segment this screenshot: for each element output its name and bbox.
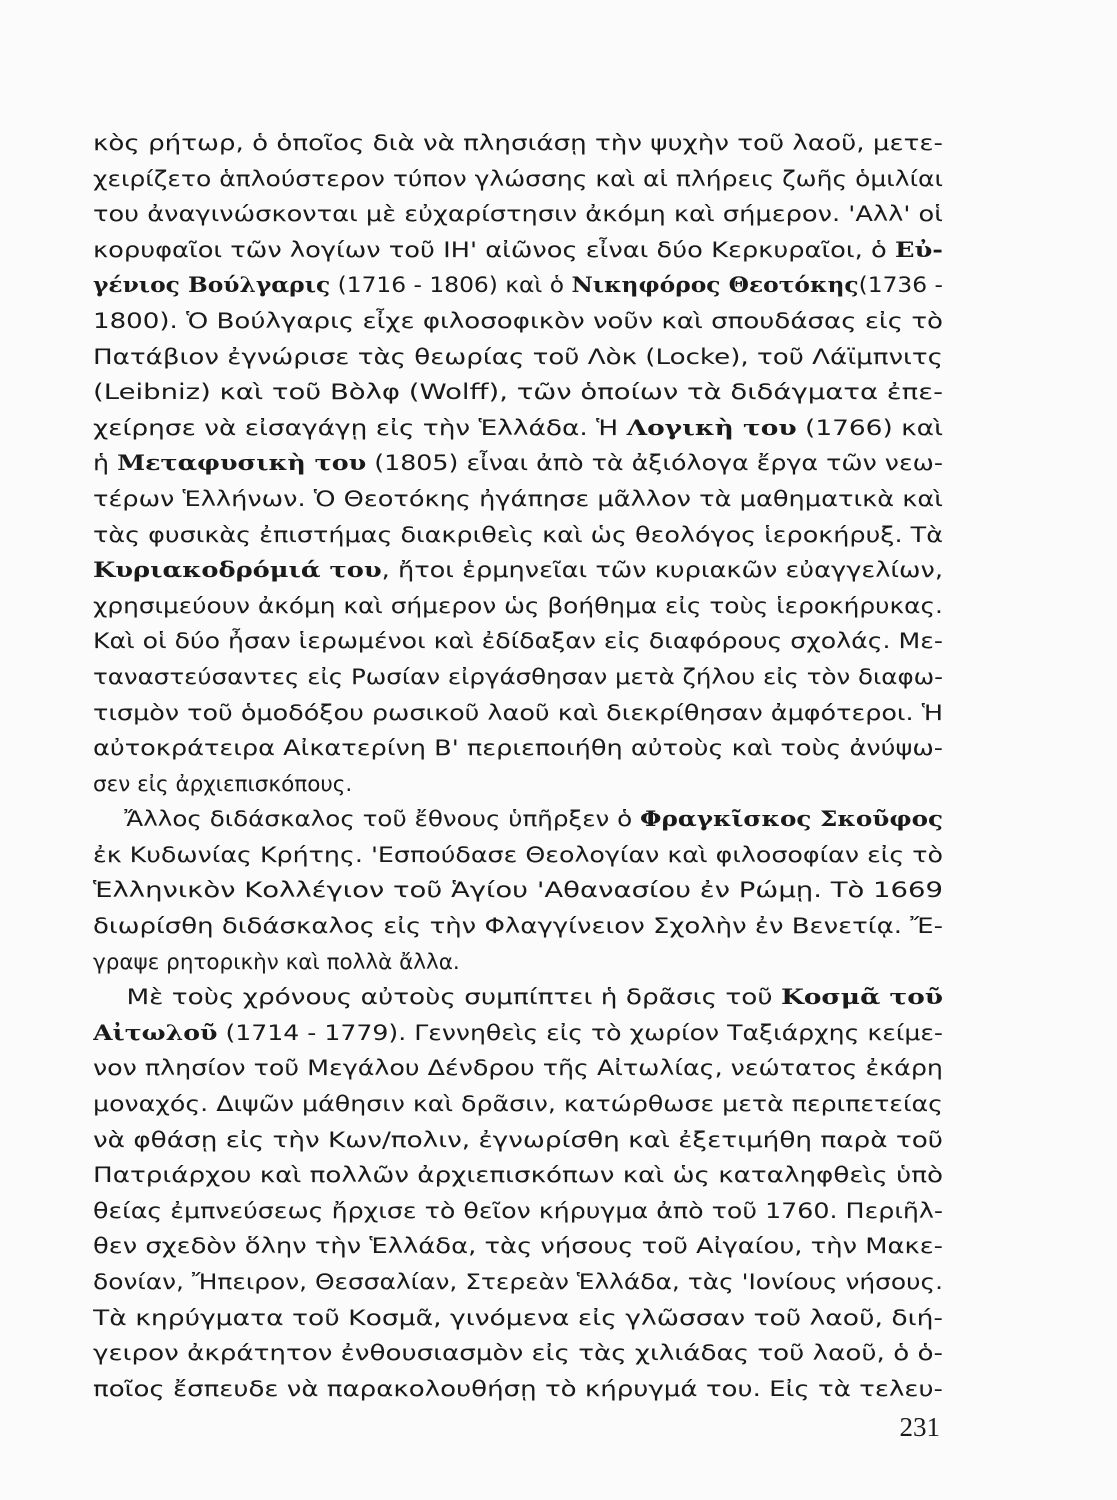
bold-term: Λογικὴ του [626, 415, 797, 441]
text-line [93, 518, 1117, 554]
text-line [93, 1123, 1117, 1159]
text-segment: (1736 - [858, 273, 943, 299]
bold-term: Αἰτωλοῦ [93, 1020, 218, 1046]
text-segment: , ἤτοι ἑρμηνεῖαι τῶν κυριακῶν εὐαγγελίων, [381, 558, 943, 584]
bold-term: γένιος Βούλγαρις [93, 273, 331, 299]
text-segment: τὰς φυσικὰς ἐπιστήμας διακριθεὶς καὶ ὡς θεολόγος ἱεροκήρυξ. Τὰ [93, 522, 944, 548]
text-segment: τισμὸν τοῦ ὁμοδόξου ρωσικοῦ λαοῦ καὶ διεκρίθησαν ἀμφότεροι. Ἡ [93, 700, 943, 726]
text-segment: νον πλησίον τοῦ Μεγάλου Δένδρου τῆς Αἰτωλίας, νεώτατος ἐκάρη [93, 1056, 944, 1082]
text-line [93, 767, 963, 803]
text-line [93, 162, 1105, 198]
text-segment: ποῖος ἔσπευδε νὰ παρακολουθήσῃ τὸ κήρυγμά του. Εἰς τὰ τελευ- [93, 1376, 943, 1402]
text-line [93, 696, 1117, 732]
bold-term: Φραγκῖσκος Σκοῦφος [640, 807, 943, 833]
text-segment: σεν εἰς ἀρχιεπισκόπους. [93, 771, 353, 797]
text-segment: αὐτοκράτειρα Αἰκατερίνη Β' περιεποιήθη αὐτοὺς καὶ τοὺς ἀνύψω- [93, 736, 944, 762]
text-line [93, 1265, 1100, 1301]
text-line [93, 980, 1117, 1016]
text-line [93, 1087, 1115, 1123]
text-segment: Μὲ τοὺς χρόνους αὐτοὺς συμπίπτει ἡ δρᾶσις τοῦ [93, 985, 781, 1011]
text-line [93, 197, 1117, 233]
text-segment: Καὶ οἱ δύο ἦσαν ἱερωμένοι καὶ ἐδίδαξαν εἰς διαφόρους σχολάς. Με- [93, 629, 943, 655]
text-line [93, 446, 1117, 482]
text-line [93, 624, 1113, 660]
bold-term: Μεταφυσικὴ του [117, 451, 367, 477]
bold-term: Κοσμᾶ τοῦ [780, 985, 944, 1011]
text-segment: κὸς ρήτωρ, ὁ ὁποῖος διὰ νὰ πλησιάσῃ τὴν ψυχὴν τοῦ λαοῦ, μετε- [93, 131, 943, 156]
text-segment: 1800). Ὁ Βούλγαρις εἶχε φιλοσοφικὸν νοῦν καὶ σπουδάσας εἰς τὸ [93, 308, 943, 334]
text-segment: του ἀναγινώσκονται μὲ εὐχαρίστησιν ἀκόμη καὶ σήμερον. 'Αλλ' οἱ [93, 202, 943, 228]
text-segment: δονίαν, Ἤπειρον, Θεσσαλίαν, Στερεὰν Ἑλλάδα, τὰς 'Ιονίους νήσους. [93, 1270, 944, 1295]
bold-term: Νικηφόρος Θεοτόκης [571, 273, 859, 299]
bold-term: Κυριακοδρόμιά του [93, 558, 382, 584]
text-line [93, 1051, 1117, 1087]
text-line [93, 268, 1037, 304]
text-segment: (1716 - 1806) καὶ ὁ [330, 273, 572, 299]
text-line [93, 126, 1117, 162]
text-line [93, 1016, 1111, 1052]
text-line [93, 838, 1117, 874]
text-segment: (1714 - 1779). Γεννηθεὶς εἰς τὸ χωρίον Ταξιάρχης κείμε- [217, 1020, 944, 1046]
text-line [93, 340, 1117, 376]
text-segment: γραψε ρητορικὴν καὶ πολλὰ ἄλλα. [93, 949, 460, 975]
text-line [93, 873, 1117, 909]
text-segment: ἐκ Κυδωνίας Κρήτης. 'Εσπούδασε Θεολογίαν καὶ φιλοσοφίαν εἰς τὸ [93, 842, 944, 868]
text-segment: Ἑλληνικὸν Κολλέγιον τοῦ Ἁγίου 'Αθανασίου ἐν Ρώμῃ. Τὸ 1669 [93, 878, 944, 904]
text-line [93, 375, 1117, 411]
bold-term: Εὐ- [894, 237, 943, 263]
text-segment: (1766) καὶ [796, 415, 943, 441]
text-segment: χειρίζετο ἁπλούστερον τύπον γλώσσης καὶ αἱ πλήρεις ζωῆς ὁμιλίαι [93, 166, 943, 192]
text-segment: θεν σχεδὸν ὅλην τὴν Ἑλλάδα, τὰς νήσους τοῦ Αἰγαίου, τὴν Μακε- [93, 1234, 943, 1260]
text-segment: Ἄλλος διδάσκαλος τοῦ ἔθνους ὑπῆρξεν ὁ [93, 807, 641, 833]
text-segment: χείρησε νὰ εἰσαγάγῃ εἰς τὴν Ἑλλάδα. Ἡ [93, 415, 627, 441]
text-segment: νὰ φθάσῃ εἰς τὴν Κων/πολιν, ἐγνωρίσθη καὶ ἐξετιμήθη παρὰ τοῦ [93, 1127, 943, 1153]
text-line [93, 1229, 1117, 1265]
text-line [93, 1158, 1117, 1194]
text-segment: ἡ [93, 451, 118, 477]
text-line [93, 802, 1089, 838]
text-line [93, 233, 1117, 269]
text-segment: Πατάβιον ἐγνώρισε τὰς θεωρίας τοῦ Λὸκ (Locke), τοῦ Λάϊμπνιτς [93, 344, 943, 370]
text-line [93, 1372, 1117, 1408]
text-segment: Πατριάρχου καὶ πολλῶν ἀρχιεπισκόπων καὶ ὡς καταληφθεὶς ὑπὸ [93, 1163, 944, 1189]
text-segment: κορυφαῖοι τῶν λογίων τοῦ ΙΗ' αἰῶνος εἶναι δύο Κερκυραῖοι, ὁ [93, 237, 895, 263]
text-segment: ταναστεύσαντες εἰς Ρωσίαν εἰργάσθησαν μετὰ ζήλου εἰς τὸν διαφω- [93, 664, 944, 690]
text-segment: θείας ἐμπνεύσεως ἤρχισε τὸ θεῖον κήρυγμα ἀπὸ τοῦ 1760. Περιῆλ- [93, 1198, 944, 1224]
text-line [93, 411, 1117, 447]
text-segment: χρησιμεύουν ἀκόμη καὶ σήμερον ὡς βοήθημα εἰς τοὺς ἱεροκήρυκας. [93, 593, 943, 619]
text-segment: γειρον ἀκράτητον ἐνθουσιασμὸν εἰς τὰς χιλιάδας τοῦ λαοῦ, ὁ ὁ- [93, 1341, 943, 1367]
text-line [93, 1301, 1117, 1337]
text-line [93, 589, 1097, 625]
text-line [93, 945, 963, 981]
text-segment: (1805) εἶναι ἀπὸ τὰ ἀξιόλογα ἔργα τῶν νεω- [366, 451, 943, 477]
text-line [93, 660, 1086, 696]
text-line [93, 304, 1117, 340]
text-line [93, 909, 1117, 945]
text-line [93, 482, 1117, 518]
text-line [93, 1336, 1117, 1372]
text-segment: διωρίσθη διδάσκαλος εἰς τὴν Φλαγγίνειον Σχολὴν ἐν Βενετίᾳ. Ἔ- [93, 914, 943, 940]
text-line [93, 731, 1117, 767]
text-segment: (Leibniz) καὶ τοῦ Βὸλφ (Wolff), τῶν ὁποίων τὰ διδάγματα ἐπε- [93, 380, 944, 406]
text-segment: Τὰ κηρύγματα τοῦ Κοσμᾶ, γινόμενα εἰς γλῶσσαν τοῦ λαοῦ, διή- [93, 1305, 944, 1331]
page-number: 231 [899, 1412, 940, 1442]
text-segment: μοναχός. Διψῶν μάθησιν καὶ δρᾶσιν, κατώρθωσε μετὰ περιπετείας [93, 1092, 943, 1118]
text-line [93, 1194, 1117, 1230]
text-segment: τέρων Ἑλλήνων. Ὁ Θεοτόκης ἠγάπησε μᾶλλον τὰ μαθηματικὰ καὶ [93, 486, 943, 512]
text-line [93, 553, 1117, 589]
body-text [93, 126, 963, 1407]
